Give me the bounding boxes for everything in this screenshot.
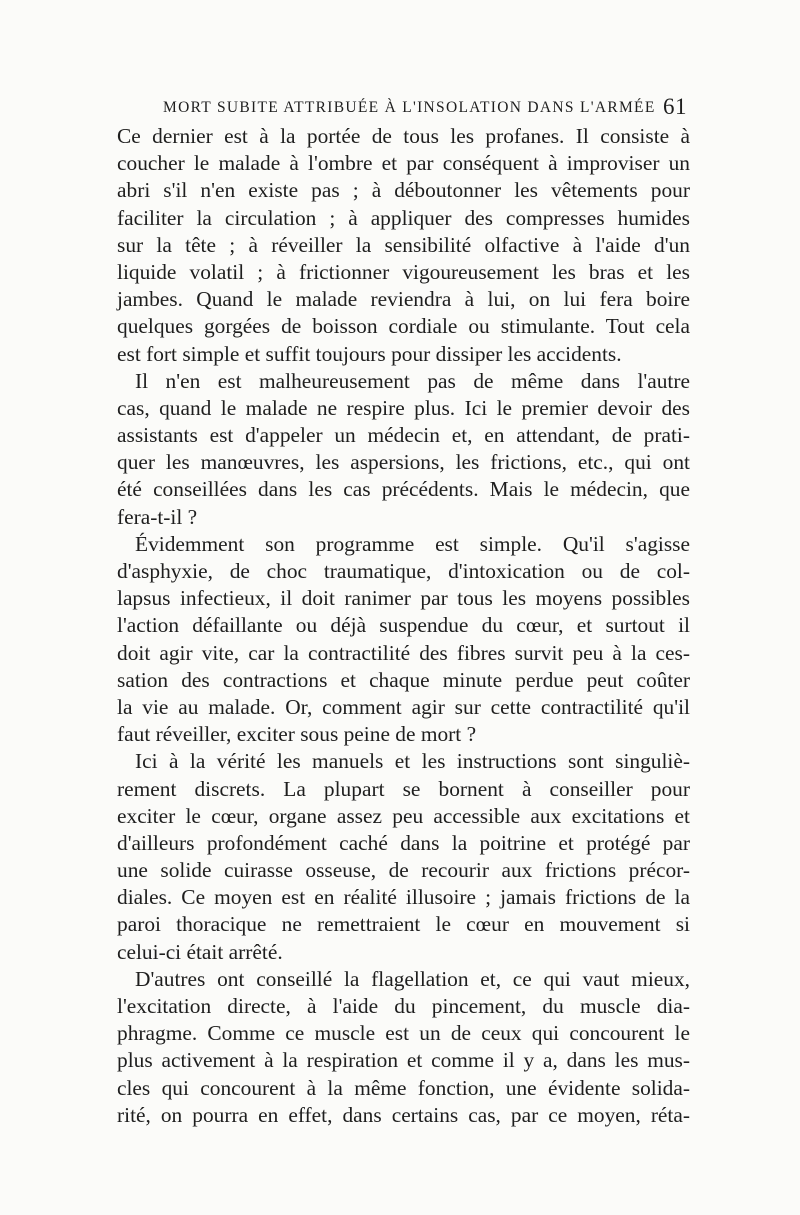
text-line: Évidemment son programme est simple. Qu'il s'agisse bbox=[135, 531, 690, 556]
text-line: d'asphyxie, de choc traumatique, d'intoxication ou de col- bbox=[117, 559, 690, 583]
text-line: sur la tête ; à réveiller la sensibilité olfactive à l'aide d'un bbox=[117, 232, 690, 257]
body-text bbox=[117, 123, 690, 1129]
text-line: faut réveiller, exciter sous peine de mort ? bbox=[117, 722, 477, 747]
text-line: coucher le malade à l'ombre et par conséquent à improviser un bbox=[117, 151, 690, 176]
text-line: Ce dernier est à la portée de tous les profanes. Il consiste à bbox=[117, 124, 690, 148]
text-line: sation des contractions et chaque minute perdue peut coûter bbox=[117, 667, 690, 692]
running-header bbox=[163, 96, 687, 126]
text-line: Il n'en est malheureusement pas de même dans l'autre bbox=[135, 368, 690, 393]
text-line: d'ailleurs profondément caché dans la poitrine et protégé par bbox=[117, 830, 690, 855]
text-line: rement discrets. La plupart se bornent à conseiller pour bbox=[117, 776, 690, 801]
text-line: Ici à la vérité les manuels et les instructions sont singuliè- bbox=[135, 749, 690, 774]
text-line: cles qui concourent à la même fonction, une évidente solida- bbox=[117, 1075, 690, 1100]
text-line: phragme. Comme ce muscle est un de ceux qui concourent le bbox=[117, 1021, 690, 1046]
text-line: exciter le cœur, organe assez peu accessible aux excitations et bbox=[117, 803, 690, 828]
text-line: été conseillées dans les cas précédents. Mais le médecin, que bbox=[117, 477, 690, 502]
text-line: est fort simple et suffit toujours pour dissiper les accidents. bbox=[117, 341, 622, 366]
text-line: paroi thoracique ne remettraient le cœur en mouvement si bbox=[117, 912, 690, 937]
text-line: D'autres ont conseillé la flagellation et, ce qui vaut mieux, bbox=[135, 966, 690, 991]
text-line: une solide cuirasse osseuse, de recourir aux frictions précor- bbox=[117, 858, 690, 883]
text-line: diales. Ce moyen est en réalité illusoire ; jamais frictions de la bbox=[117, 885, 690, 910]
text-line: jambes. Quand le malade reviendra à lui, on lui fera boire bbox=[117, 287, 690, 312]
text-line: fera-t-il ? bbox=[117, 504, 198, 529]
text-line: lapsus infectieux, il doit ranimer par tous les moyens possibles bbox=[117, 586, 690, 611]
text-line: faciliter la circulation ; à appliquer des compresses humides bbox=[117, 205, 690, 230]
running-title: MORT SUBITE ATTRIBUÉE À L'INSOLATION DANS L'ARMÉE bbox=[163, 99, 656, 116]
page-number: 61 bbox=[663, 94, 687, 119]
text-line: doit agir vite, car la contractilité des fibres survit peu à la ces- bbox=[117, 640, 690, 665]
text-line: abri s'il n'en existe pas ; à déboutonner les vêtements pour bbox=[117, 178, 690, 203]
text-line: plus activement à la respiration et comme il y a, dans les mus- bbox=[117, 1048, 690, 1073]
text-line: rité, on pourra en effet, dans certains cas, par ce moyen, réta- bbox=[117, 1102, 690, 1127]
text-line: liquide volatil ; à frictionner vigoureusement les bras et les bbox=[117, 259, 690, 284]
text-line: celui-ci était arrêté. bbox=[117, 939, 283, 964]
text-line: assistants est d'appeler un médecin et, en attendant, de prati- bbox=[117, 423, 690, 448]
text-line: quer les manœuvres, les aspersions, les frictions, etc., qui ont bbox=[117, 450, 690, 475]
text-line: cas, quand le malade ne respire plus. Ici le premier devoir des bbox=[117, 395, 690, 420]
text-line: la vie au malade. Or, comment agir sur cette contractilité qu'il bbox=[117, 694, 690, 719]
text-line: l'excitation directe, à l'aide du pincement, du muscle dia- bbox=[117, 994, 690, 1018]
text-line: quelques gorgées de boisson cordiale ou stimulante. Tout cela bbox=[117, 314, 690, 339]
text-line: l'action défaillante ou déjà suspendue du cœur, et surtout il bbox=[117, 613, 690, 638]
